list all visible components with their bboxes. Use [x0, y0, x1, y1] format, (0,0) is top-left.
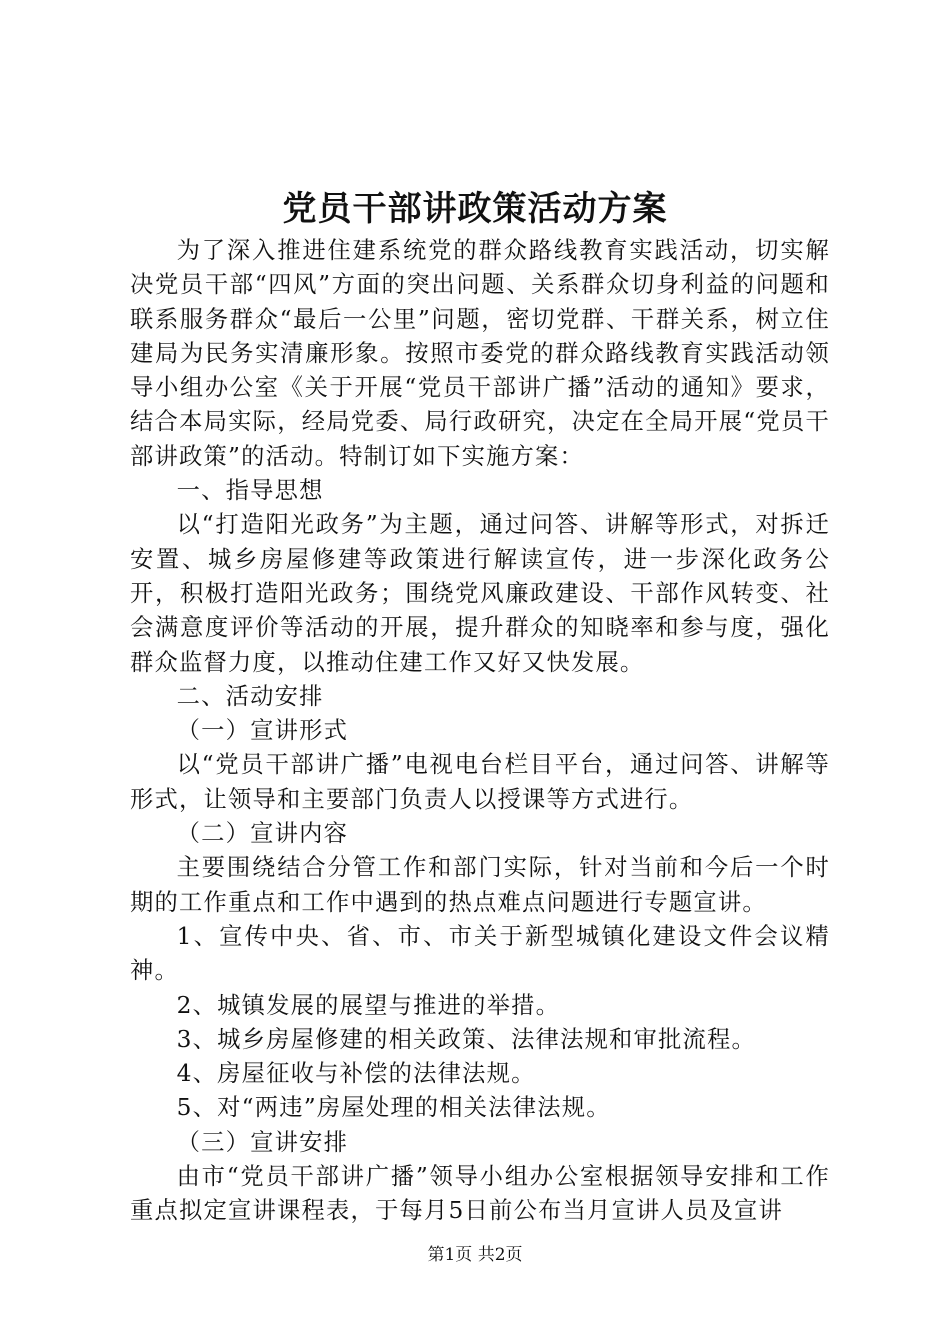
subsection-heading-schedule: （三）宣讲安排 — [176, 1128, 349, 1156]
subsection-heading-format: （一）宣讲形式 — [176, 717, 349, 745]
list-item: 2、城镇发展的展望与推进的举措。 — [176, 991, 561, 1019]
list-item: 5、对“两违”房屋处理的相关法律法规。 — [176, 1094, 611, 1122]
list-item: 1、宣传中央、省、市、市关于新型城镇化建设文件会议精神。 — [130, 922, 830, 985]
schedule-paragraph: 由市“党员干部讲广播”领导小组办公室根据领导安排和工作重点拟定宣讲课程表，于每月5日前公布当月宣讲人员及宣讲 — [130, 1163, 830, 1225]
subsection-heading-content: （二）宣讲内容 — [176, 820, 349, 848]
list-item: 4、房屋征收与补偿的法律法规。 — [176, 1060, 536, 1088]
content-paragraph: 主要围绕结合分管工作和部门实际，针对当前和今后一个时期的工作重点和工作中遇到的热点难点问题进行专题宣讲。 — [130, 854, 830, 916]
document-body — [130, 234, 830, 1229]
document-title: 党员干部讲政策活动方案 — [282, 189, 668, 229]
page-footer: 第1页 共2页 — [427, 1245, 523, 1265]
guiding-thought-paragraph: 以“打造阳光政务”为主题，通过问答、讲解等形式，对拆迁安置、城乡房屋修建等政策进行解读宣传，进一步深化政务公开，积极打造阳光政务；围绕党风廉政建设、干部作风转变、社会满意度评价等活动的开展，提升群众的知晓率和参与度，强化群众监督力度，以推动住建工作又好又快发展。 — [130, 511, 830, 676]
list-item: 3、城乡房屋修建的相关政策、法律法规和审批流程。 — [176, 1025, 757, 1053]
format-paragraph: 以“党员干部讲广播”电视电台栏目平台，通过问答、讲解等形式，让领导和主要部门负责人以授课等方式进行。 — [130, 751, 830, 813]
section-heading-guiding-thought: 一、指导思想 — [176, 477, 324, 505]
section-heading-activity-arrangement: 二、活动安排 — [176, 682, 324, 710]
intro-paragraph: 为了深入推进住建系统党的群众路线教育实践活动，切实解决党员干部“四风”方面的突出问题、关系群众切身利益的问题和联系服务群众“最后一公里”问题，密切党群、干群关系，树立住建局为民务实清廉形象。按照市委党的群众路线教育实践活动领导小组办公室《关于开展“党员干部讲广播”活动的通知》要求，结合本局实际，经局党委、局行政研究，决定在全局开展“党员干部讲政策”的活动。特制订如下实施方案： — [130, 237, 830, 470]
